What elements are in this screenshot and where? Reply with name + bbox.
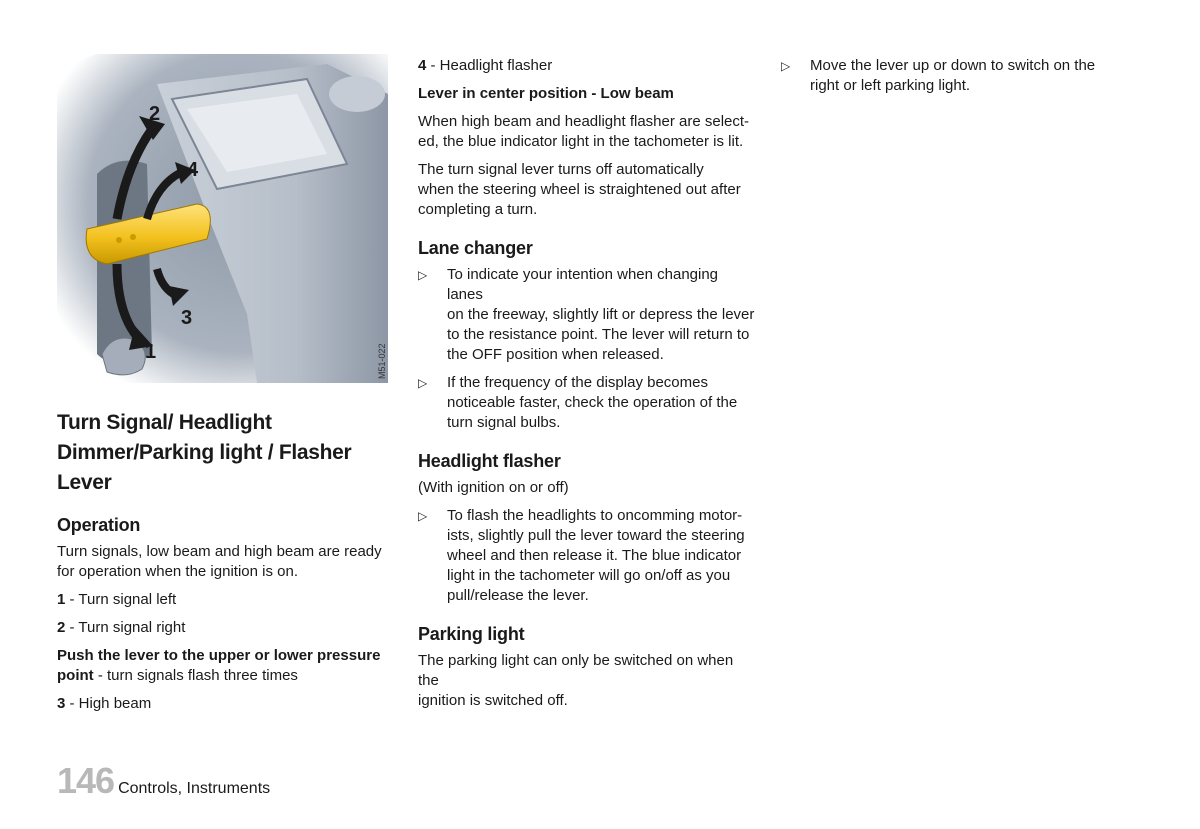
lever-diagram-svg bbox=[57, 54, 388, 383]
operation-intro-line-1: Turn signals, low beam and high beam are ready bbox=[57, 543, 382, 560]
left-column bbox=[57, 56, 392, 714]
headlight-flasher-note: (With ignition on or off) bbox=[418, 479, 569, 496]
parking-light-title: Parking light bbox=[418, 624, 525, 644]
parking-line-2: ignition is switched off. bbox=[418, 692, 568, 709]
item-2-number: 2 bbox=[57, 619, 66, 636]
item-1-text: - Turn signal left bbox=[65, 591, 177, 608]
page-number: 146 bbox=[57, 760, 115, 801]
item-3-text: - High beam bbox=[65, 695, 152, 712]
push-lever-bold: point bbox=[57, 667, 94, 684]
heading-line-2: Dimmer/Parking light / Flasher bbox=[57, 441, 352, 464]
lane-b1-line-1: To indicate your intention when changing lanes bbox=[447, 266, 719, 303]
turn-signal-paragraph bbox=[418, 160, 758, 220]
operation-title: Operation bbox=[57, 515, 141, 535]
push-lever-rest: - turn signals flash three times bbox=[93, 667, 298, 684]
headlight-flasher-bullet bbox=[418, 506, 758, 606]
figure-label-4: 4 bbox=[187, 159, 199, 181]
lane-changer-bullet-2 bbox=[418, 373, 758, 433]
headlight-flasher-title: Headlight flasher bbox=[418, 451, 561, 471]
parking-bullet-line-1: Move the lever up or down to switch on the bbox=[810, 57, 1096, 74]
item-1 bbox=[57, 590, 392, 610]
item-1-number: 1 bbox=[57, 591, 66, 608]
push-lever-line-1: Push the lever to the upper or lower pressure bbox=[57, 647, 381, 664]
page-footer bbox=[57, 760, 270, 802]
figure-label-2: 2 bbox=[149, 103, 161, 125]
turn-signal-line-3: completing a turn. bbox=[418, 201, 538, 218]
item-3-number: 3 bbox=[57, 695, 66, 712]
item-4 bbox=[418, 56, 758, 76]
high-beam-line-1: When high beam and headlight flasher are select- bbox=[418, 113, 750, 130]
turn-signal-line-1: The turn signal lever turns off automatically bbox=[418, 161, 704, 178]
bullet-marker-icon: ▷ bbox=[418, 509, 428, 523]
heading-line-1: Turn Signal/ Headlight bbox=[57, 411, 272, 434]
push-lever-note bbox=[57, 646, 392, 686]
bullet-marker-icon: ▷ bbox=[418, 268, 428, 282]
flasher-line-1: To flash the headlights to oncomming motor- bbox=[447, 507, 743, 524]
right-column bbox=[781, 56, 1111, 96]
operation-intro-line-2: for operation when the ignition is on. bbox=[57, 563, 298, 580]
item-4-text: - Headlight flasher bbox=[426, 57, 553, 74]
item-3 bbox=[57, 694, 392, 714]
page-heading bbox=[57, 408, 392, 498]
item-4-number: 4 bbox=[418, 57, 427, 74]
lane-b1-line-3: to the resistance point. The lever will return to bbox=[447, 326, 750, 343]
lever-illustration bbox=[57, 54, 388, 383]
figure-code: M51-022 bbox=[377, 343, 387, 379]
middle-column bbox=[418, 56, 758, 711]
lane-b2-line-1: If the frequency of the display becomes bbox=[447, 374, 708, 391]
item-2-text: - Turn signal right bbox=[65, 619, 186, 636]
center-position-title: Lever in center position - Low beam bbox=[418, 85, 674, 102]
bullet-marker-icon: ▷ bbox=[781, 59, 791, 73]
high-beam-paragraph bbox=[418, 112, 758, 152]
item-2 bbox=[57, 618, 392, 638]
flasher-line-3: wheel and then release it. The blue indicator bbox=[447, 547, 742, 564]
lane-b1-line-2: on the freeway, slightly lift or depress the lever bbox=[447, 306, 755, 323]
bullet-marker-icon: ▷ bbox=[418, 376, 428, 390]
lane-changer-title: Lane changer bbox=[418, 238, 533, 258]
flasher-line-5: pull/release the lever. bbox=[447, 587, 589, 604]
lane-b2-line-2: noticeable faster, check the operation of the bbox=[447, 394, 738, 411]
lane-b1-line-4: the OFF position when released. bbox=[447, 346, 664, 363]
parking-line-1: The parking light can only be switched on when the bbox=[418, 652, 734, 689]
flasher-line-2: ists, slightly pull the lever toward the steering bbox=[447, 527, 745, 544]
parking-light-paragraph bbox=[418, 651, 758, 711]
lane-b2-line-3: turn signal bulbs. bbox=[447, 414, 561, 431]
figure-label-1: 1 bbox=[145, 341, 157, 363]
parking-bullet-line-2: right or left parking light. bbox=[810, 77, 971, 94]
operation-intro bbox=[57, 542, 392, 582]
turn-signal-line-2: when the steering wheel is straightened out after bbox=[418, 181, 741, 198]
heading-line-3: Lever bbox=[57, 471, 112, 494]
push-lever-line-2 bbox=[57, 666, 392, 686]
section-name: Controls, Instruments bbox=[118, 780, 271, 797]
lane-changer-bullet-1 bbox=[418, 265, 758, 365]
parking-light-bullet bbox=[781, 56, 1111, 96]
flasher-line-4: light in the tachometer will go on/off as you bbox=[447, 567, 731, 584]
figure-label-3: 3 bbox=[181, 307, 193, 329]
high-beam-line-2: ed, the blue indicator light in the tachometer is lit. bbox=[418, 133, 744, 150]
